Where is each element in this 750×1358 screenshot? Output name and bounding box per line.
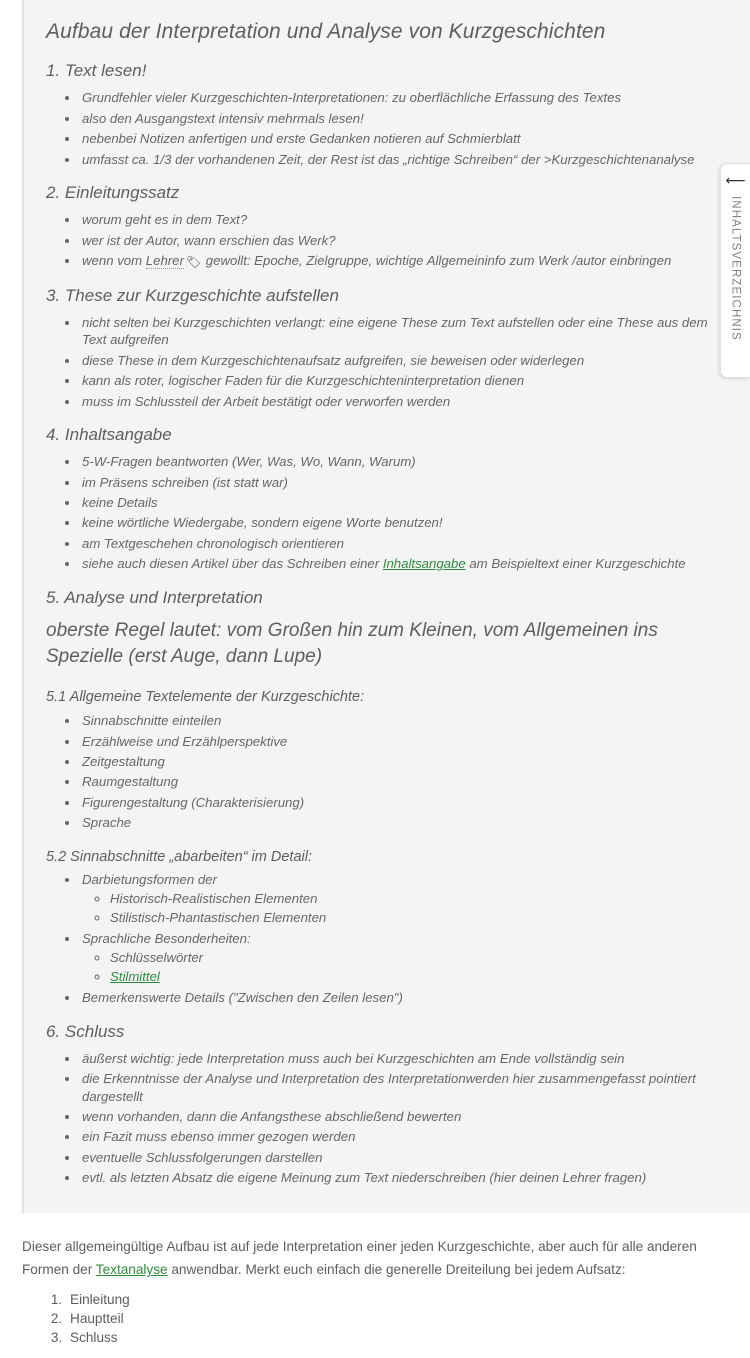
section-5-2-list (38, 871, 732, 1006)
list-item: • nebenbei Notizen anfertigen und erste Gedanken notieren auf Schmierblatt (80, 130, 732, 147)
footer-paragraph (22, 1235, 732, 1282)
list-item: • also den Ausgangstext intensiv mehrmals lesen! (80, 110, 732, 127)
list-item-with-link (80, 555, 732, 572)
section-4-list (38, 453, 732, 573)
list-item-with-tooltip (80, 252, 732, 271)
list-item: ◦ Schlüsselwörter (110, 949, 732, 967)
section-heading-5: 5. Analyse und Interpretation (46, 587, 263, 607)
list-item: • Figurengestaltung (Charakterisierung) (80, 794, 732, 811)
section-2-list (38, 211, 732, 271)
footer-text-prefix: Dieser allgemeingültige Aufbau ist auf jede Interpretation einer jeden Kurzgeschichte, aber auch für alle anderen Formen der (22, 1238, 697, 1278)
bullet-suffix: am Beispieltext einer Kurzgeschichte (465, 556, 686, 572)
list-item: • Sinnabschnitte einteilen (80, 712, 732, 729)
list-item: • 5-W-Fragen beantworten (Wer, Was, Wo, Wann, Warum) (80, 453, 732, 470)
list-item: • Bemerkenswerte Details ("Zwischen den Zeilen lesen") (80, 989, 732, 1006)
list-item: • Raumgestaltung (80, 773, 732, 790)
list-item: • Erzählweise und Erzählperspektive (80, 733, 732, 750)
toc-pull-tab[interactable] (720, 163, 750, 378)
list-item (80, 871, 732, 927)
section-3-list (38, 314, 732, 410)
list-item: • evtl. als letzten Absatz die eigene Meinung zum Text niederschreiben (hier deinen Lehrer fragen) (80, 1169, 732, 1186)
list-item: • muss im Schlussteil der Arbeit bestätigt oder verworfen werden (80, 393, 732, 410)
list-item: • keine Details (80, 494, 732, 511)
list-item: • wenn vorhanden, dann die Anfangsthese abschließend bewerten (80, 1108, 732, 1125)
list-item: • äußerst wichtig: jede Interpretation muss auch bei Kurzgeschichten am Ende vollständig sein (80, 1050, 732, 1067)
section-5-1-list (38, 712, 732, 832)
list-item: 1. Einleitung (66, 1291, 732, 1309)
section-5-2-sublist-2 (82, 949, 732, 986)
list-item: 3. Schluss (66, 1329, 732, 1347)
list-item: ◦ Stilistisch-Phantastischen Elementen (110, 909, 732, 927)
arrow-left-icon: ⟵ (725, 173, 746, 189)
list-item-label: Darbietungsformen der (82, 872, 217, 888)
list-item: • diese These in dem Kurzgeschichtenaufsatz aufgreifen, sie beweisen oder widerlegen (80, 352, 732, 369)
page-title: Aufbau der Interpretation und Analyse von Kurzgeschichten (46, 20, 606, 43)
list-item: 2. Hauptteil (66, 1310, 732, 1328)
list-item: • Zeitgestaltung (80, 753, 732, 770)
section-heading-5-2: 5.2 Sinnabschnitte „abarbeiten“ im Detail: (46, 848, 312, 865)
toc-tab-label: INHALTSVERZEICHNIS (729, 196, 742, 341)
list-item: • am Textgeschehen chronologisch orientieren (80, 535, 732, 552)
top-rule-text: oberste Regel lautet: vom Großen hin zum Kleinen, vom Allgemeinen ins Spezielle (erst Auge, dann Lupe) (46, 619, 658, 668)
list-item: • ein Fazit muss ebenso immer gezogen werden (80, 1128, 732, 1145)
section-1-list (38, 89, 732, 168)
textanalyse-link[interactable]: Textanalyse (95, 1262, 168, 1278)
list-item: • die Erkenntnisse der Analyse und Interpretation des Interpretationwerden hier zusammengefasst pointiert dargestellt (80, 1070, 732, 1105)
bullet-suffix: gewollt: Epoche, Zielgruppe, wichtige Allgemeininfo zum Werk /autor einbringen (202, 253, 672, 269)
bullet-prefix: siehe auch diesen Artikel über das Schreiben einer (82, 556, 383, 572)
list-item: • eventuelle Schlussfolgerungen darstellen (80, 1149, 732, 1166)
list-item-label: Sprachliche Besonderheiten: (82, 931, 251, 947)
section-6-list (38, 1050, 732, 1187)
footer-text-suffix: anwendbar. Merkt euch einfach die generelle Dreiteilung bei jedem Aufsatz: (167, 1262, 626, 1278)
stilmittel-link[interactable]: Stilmittel (110, 968, 160, 984)
article-info-box (22, 0, 750, 1213)
list-item: • im Präsens schreiben (ist statt war) (80, 474, 732, 491)
list-item: • Grundfehler vieler Kurzgeschichten-Interpretationen: zu oberflächliche Erfassung des Textes (80, 89, 732, 106)
inhaltsangabe-link[interactable]: Inhaltsangabe (382, 556, 466, 572)
lehrer-tooltip-word[interactable]: Lehrer (145, 253, 184, 269)
list-item: • wer ist der Autor, wann erschien das Werk? (80, 232, 732, 249)
section-heading-6: 6. Schluss (46, 1021, 125, 1041)
section-heading-1: 1. Text lesen! (46, 61, 147, 81)
list-item: • worum geht es in dem Text? (80, 211, 732, 228)
list-item (80, 930, 732, 986)
list-item: • umfasst ca. 1/3 der vorhandenen Zeit, der Rest ist das „richtige Schreiben“ der >Kurzgeschichtenanalyse (80, 151, 732, 168)
list-item: • Sprache (80, 814, 732, 831)
footer-numbered-list (22, 1291, 732, 1347)
list-item: • kann als roter, logischer Faden für die Kurzgeschichteninterpretation dienen (80, 372, 732, 389)
section-heading-2: 2. Einleitungssatz (46, 183, 180, 203)
list-item-with-link (110, 968, 732, 986)
list-item: • keine wörtliche Wiedergabe, sondern eigene Worte benutzen! (80, 514, 732, 531)
section-heading-3: 3. These zur Kurzgeschichte aufstellen (46, 285, 339, 305)
section-heading-5-1: 5.1 Allgemeine Textelemente der Kurzgeschichte: (46, 689, 365, 706)
section-5-2-sublist-1 (82, 890, 732, 927)
footer-section (0, 1213, 750, 1358)
bullet-prefix: wenn vom (82, 253, 146, 269)
tag-icon: 🏷 (185, 255, 202, 270)
section-heading-4: 4. Inhaltsangabe (46, 425, 172, 445)
list-item: • nicht selten bei Kurzgeschichten verlangt: eine eigene These zum Text aufstellen oder eine These aus dem Text aufgreifen (80, 314, 732, 349)
list-item: ◦ Historisch-Realistischen Elementen (110, 890, 732, 908)
